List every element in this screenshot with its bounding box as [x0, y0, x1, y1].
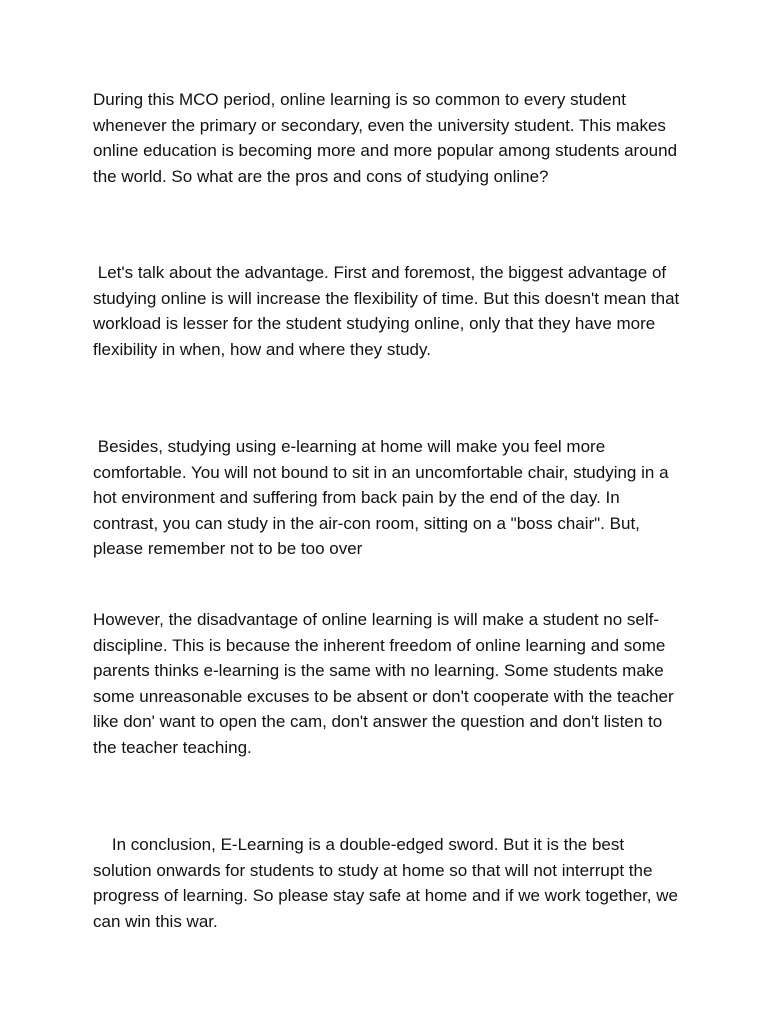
paragraph-advantage-comfort: Besides, studying using e-learning at home will make you feel more comfortable. You will not bound to sit in an uncomfortable chair, studying in a hot environment and suffering from back pain by the end of the day. In contrast, you can study in the air-con room, sitting on a "boss chair". But, please remember not to be too over — [93, 437, 674, 559]
paragraph-advantage-flexibility: Let's talk about the advantage. First and foremost, the biggest advantage of studying online is will increase the flexibility of time. But this doesn't mean that workload is lesser for the student studying online, only that they have more flexibility in when, how and where they study. — [93, 263, 684, 359]
paragraph-disadvantage: However, the disadvantage of online learning is will make a student no self-discipline. This is because the inherent freedom of online learning and some parents thinks e-learning is the same with no learning. Some students make some unreasonable excuses to be absent or don't cooperate with the teacher like don' want to open the cam, don't answer the question and don't listen to the teacher teaching. — [93, 610, 679, 757]
paragraph-intro: During this MCO period, online learning is so common to every student whenever the primary or secondary, even the university student. This makes online education is becoming more and more popular among students around the world. So what are the pros and cons of studying online? — [93, 90, 682, 186]
paragraph-conclusion: In conclusion, E-Learning is a double-edged sword. But it is the best solution onwards for students to study at home so that will not interrupt the progress of learning. So please stay safe at home and if we work together, we can win this war. — [93, 835, 683, 931]
